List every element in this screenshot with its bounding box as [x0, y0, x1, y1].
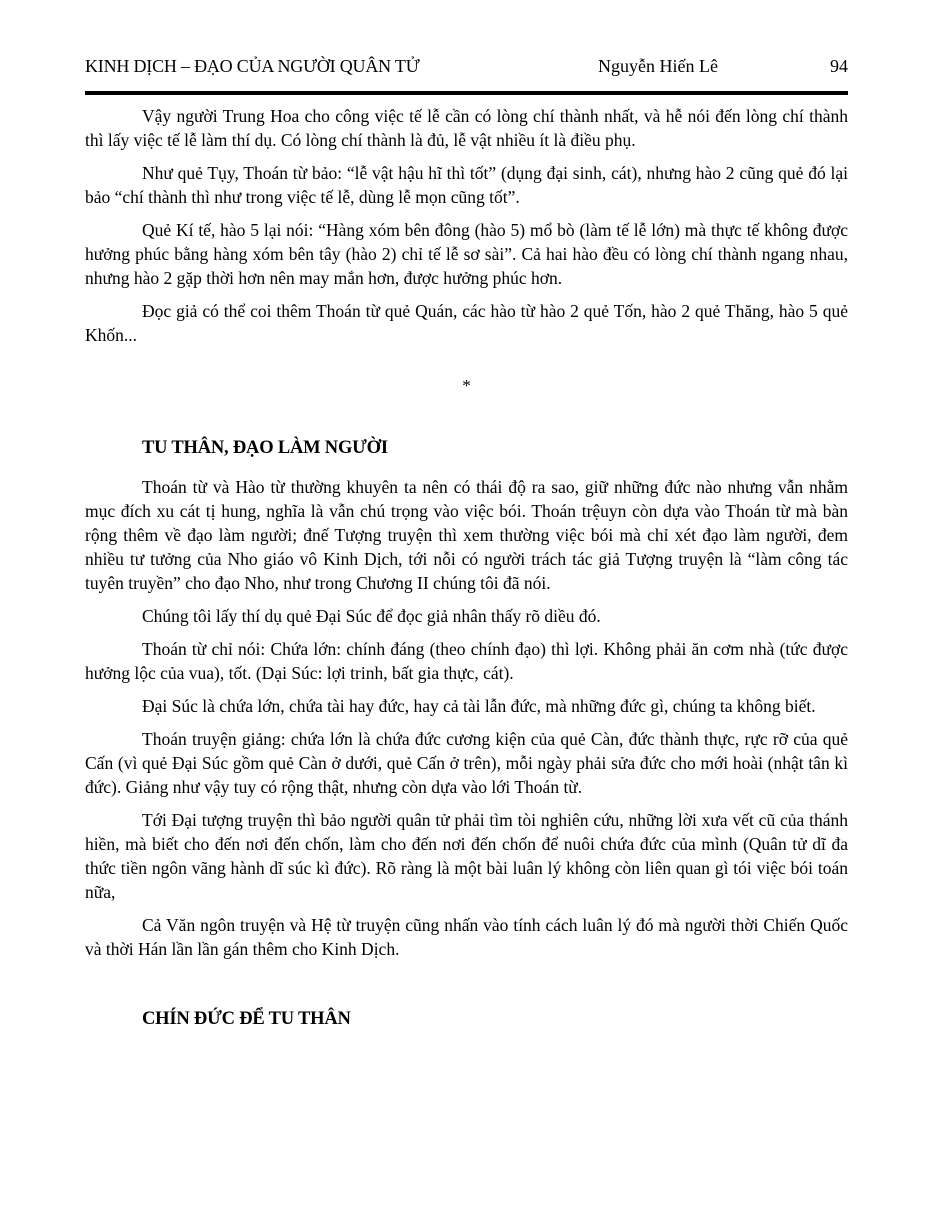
- section-separator: *: [462, 376, 471, 395]
- section-heading-chin-duc: CHÍN ĐỨC ĐỂ TU THÂN: [142, 1009, 351, 1029]
- paragraph: Vậy người Trung Hoa cho công việc tế lễ cần có lòng chí thành nhất, và hễ nói đến lòng chí thành thì lấy việc tế lễ làm thí dụ. Có lòng chí thành là đủ, lễ vật nhiều ít là điều phụ.: [85, 106, 848, 150]
- book-title: KINH DỊCH – ĐẠO CỦA NGƯỜI QUÂN TỬ: [85, 56, 420, 76]
- paragraph: Chúng tôi lấy thí dụ quẻ Đại Súc để đọc giả nhân thấy rõ diều đó.: [142, 606, 601, 626]
- author-name: Nguyễn Hiến Lê: [598, 56, 718, 76]
- paragraph: Đại Súc là chứa lớn, chứa tài hay đức, hay cả tài lẫn đức, mà những đức gì, chúng ta không biết.: [142, 696, 816, 716]
- paragraph: Cả Văn ngôn truyện và Hệ từ truyện cũng nhấn vào tính cách luân lý đó mà người thời Chiến Quốc và thời Hán lần lần gán thêm cho Kinh Dịch.: [85, 915, 848, 959]
- section-heading-tu-than: TU THÂN, ĐẠO LÀM NGƯỜI: [142, 438, 388, 458]
- paragraph: Tới Đại tượng truyện thì bảo người quân tử phải tìm tòi nghiên cứu, những lời xưa vết cũ của thánh hiền, mà biết cho đến nơi đến chốn, làm cho đến nơi đến chốn để nuôi chứa đức của mình (Quân tử dĩ đa thức tiền ngôn vãng hành dĩ súc kì đức). Rõ ràng là một bài luân lý không còn liên quan gì tói việc bói toán nữa,: [85, 810, 848, 902]
- page-content: [85, 104, 848, 1031]
- paragraph: Quẻ Kí tế, hào 5 lại nói: “Hàng xóm bên đông (hào 5) mổ bò (làm tế lễ lớn) mà thực tế không được hưởng phúc bằng hàng xóm bên tây (hào 2) chỉ tế lễ sơ sài”. Cả hai hào đều có lòng chí thành ngang nhau, nhưng hào 2 gặp thời hơn nên may mắn hơn, được hưởng phúc hơn.: [85, 220, 848, 288]
- page-number: 94: [830, 56, 848, 76]
- paragraph: Như quẻ Tụy, Thoán từ bảo: “lễ vật hậu hĩ thì tốt” (dụng đại sinh, cát), nhưng hào 2 cũng quẻ đó lại bảo “chí thành thì như trong việc tế lễ, dùng lễ mọn cũng tốt”.: [85, 163, 848, 207]
- header-rule: [85, 91, 848, 95]
- paragraph: Thoán từ và Hào từ thường khuyên ta nên có thái độ ra sao, giữ những đức nào nhưng vẫn nhằm mục đích xu cát tị hung, nghĩa là vẫn chú trọng vào việc bói. Thoán trệuyn còn dựa vào Thoán từ mà bàn rộng thêm về đạo làm người; đnế Tượng truyện thì xem thường việc bói mà chỉ xét đạo làm người, đem nhiều tư tưởng của Nho giáo vô Kinh Dịch, tới nỗi có người trách tác giả Tượng truyện là “làm công tác tuyên truyền” cho đạo Nho, như trong Chương II chúng tôi đã nói.: [85, 477, 848, 593]
- paragraph: Thoán truyện giảng: chứa lớn là chứa đức cương kiện của quẻ Càn, đức thành thực, rực rỡ của quẻ Cấn (vì quẻ Đại Súc gồm quẻ Càn ở dưới, quẻ Cấn ở trên), mỗi ngày phải sửa đức cho mới hoài (nhật tân kì đức). Giảng như vậy tuy có rộng thật, nhưng còn dựa vào lới Thoán từ.: [85, 729, 848, 797]
- paragraph: Thoán từ chỉ nói: Chứa lớn: chính đáng (theo chính đạo) thì lợi. Không phải ăn cơm nhà (tức được hưởng lộc của vua), tốt. (Dại Súc: lợi trinh, bất gia thực, cát).: [85, 639, 848, 683]
- page-header: [85, 55, 848, 77]
- paragraph: Đọc giả có thể coi thêm Thoán từ quẻ Quán, các hào từ hào 2 quẻ Tốn, hào 2 quẻ Thăng, hào 5 quẻ Khốn...: [85, 301, 848, 345]
